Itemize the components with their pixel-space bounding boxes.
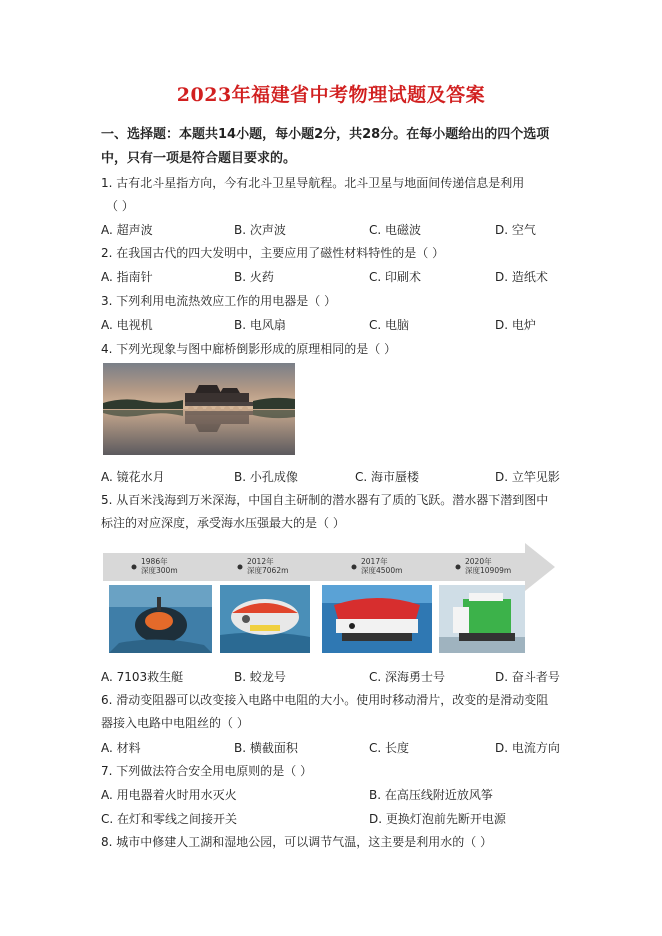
q2-option-b: B. 火药: [234, 270, 274, 284]
q1-option-d: D. 空气: [495, 223, 536, 237]
q3-option-b: B. 电风扇: [234, 318, 286, 332]
question-6-line2: 器接入电路中电阻丝的（ ）: [101, 716, 249, 730]
q6-option-b: B. 横截面积: [234, 741, 298, 755]
question-2-text: 2. 在我国古代的四大发明中，主要应用了磁性材料特性的是（ ）: [101, 246, 445, 260]
section-heading-line1: 一、选择题：本题共14小题，每小题2分，共28分。在每小题给出的四个选项: [101, 127, 550, 142]
q7-option-d: D. 更换灯泡前先断开电源: [369, 812, 506, 826]
section-heading-line2: 中，只有一项是符合题目要求的。: [101, 151, 297, 166]
submersible-photo-fendouzhe: [439, 585, 525, 653]
question-8-text: 8. 城市中修建人工湖和湿地公园，可以调节气温，这主要是利用水的（ ）: [101, 835, 493, 849]
submersible-photo-jiaolong: [220, 585, 310, 653]
q3-option-c: C. 电脑: [369, 318, 410, 332]
question-5-line1: 5. 从百米浅海到万米深海，中国自主研制的潜水器有了质的飞跃。潜水器下潜到图中: [101, 493, 549, 507]
q2-option-c: C. 印刷术: [369, 270, 422, 284]
q6-option-c: C. 长度: [369, 741, 410, 755]
q1-option-a: A. 超声波: [101, 223, 153, 237]
q5-option-d: D. 奋斗者号: [495, 670, 560, 684]
question-1-text: 1. 古有北斗星指方向，今有北斗卫星导航程。北斗卫星与地面间传递信息是利用: [101, 176, 525, 190]
q3-option-d: D. 电炉: [495, 318, 536, 332]
timeline-label-2012: 2012年 深度7062m: [247, 557, 289, 575]
page-title: 2023年福建省中考物理试题及答案: [176, 84, 486, 106]
q4-option-a: A. 镜花水月: [101, 470, 165, 484]
timeline-label-1986: 1986年 深度300m: [141, 557, 178, 575]
corridor-bridge-photo: [103, 363, 295, 455]
q4-option-b: B. 小孔成像: [234, 470, 298, 484]
q2-option-a: A. 指南针: [101, 270, 153, 284]
q5-option-a: A. 7103救生艇: [101, 670, 184, 684]
question-4-text: 4. 下列光现象与图中廊桥倒影形成的原理相同的是（ ）: [101, 342, 397, 356]
q7-option-c: C. 在灯和零线之间接开关: [101, 812, 238, 826]
q3-option-a: A. 电视机: [101, 318, 153, 332]
q6-option-a: A. 材料: [101, 741, 141, 755]
q5-option-b: B. 蛟龙号: [234, 670, 286, 684]
question-3-text: 3. 下列利用电流热效应工作的用电器是（ ）: [101, 294, 337, 308]
q4-option-d: D. 立竿见影: [495, 470, 560, 484]
question-5-line2: 标注的对应深度，承受海水压强最大的是（ ）: [101, 516, 345, 530]
q7-option-b: B. 在高压线附近放风筝: [369, 788, 493, 802]
question-1-bracket: （ ）: [106, 199, 134, 213]
submersible-photo-shenhai-yongshi: [322, 585, 432, 653]
timeline-label-2020: 2020年 深度10909m: [465, 557, 512, 575]
q1-option-c: C. 电磁波: [369, 223, 422, 237]
q6-option-d: D. 电流方向: [495, 741, 560, 755]
q4-option-c: C. 海市蜃楼: [355, 470, 420, 484]
timeline-label-2017: 2017年 深度4500m: [361, 557, 403, 575]
q5-option-c: C. 深海勇士号: [369, 670, 446, 684]
q1-option-b: B. 次声波: [234, 223, 286, 237]
question-6-line1: 6. 滑动变阻器可以改变接入电路中电阻的大小。使用时移动滑片，改变的是滑动变阻: [101, 693, 549, 707]
submersible-photo-7103: [109, 585, 212, 653]
question-7-text: 7. 下列做法符合安全用电原则的是（ ）: [101, 764, 313, 778]
q7-option-a: A. 用电器着火时用水灭火: [101, 788, 237, 802]
q2-option-d: D. 造纸术: [495, 270, 548, 284]
